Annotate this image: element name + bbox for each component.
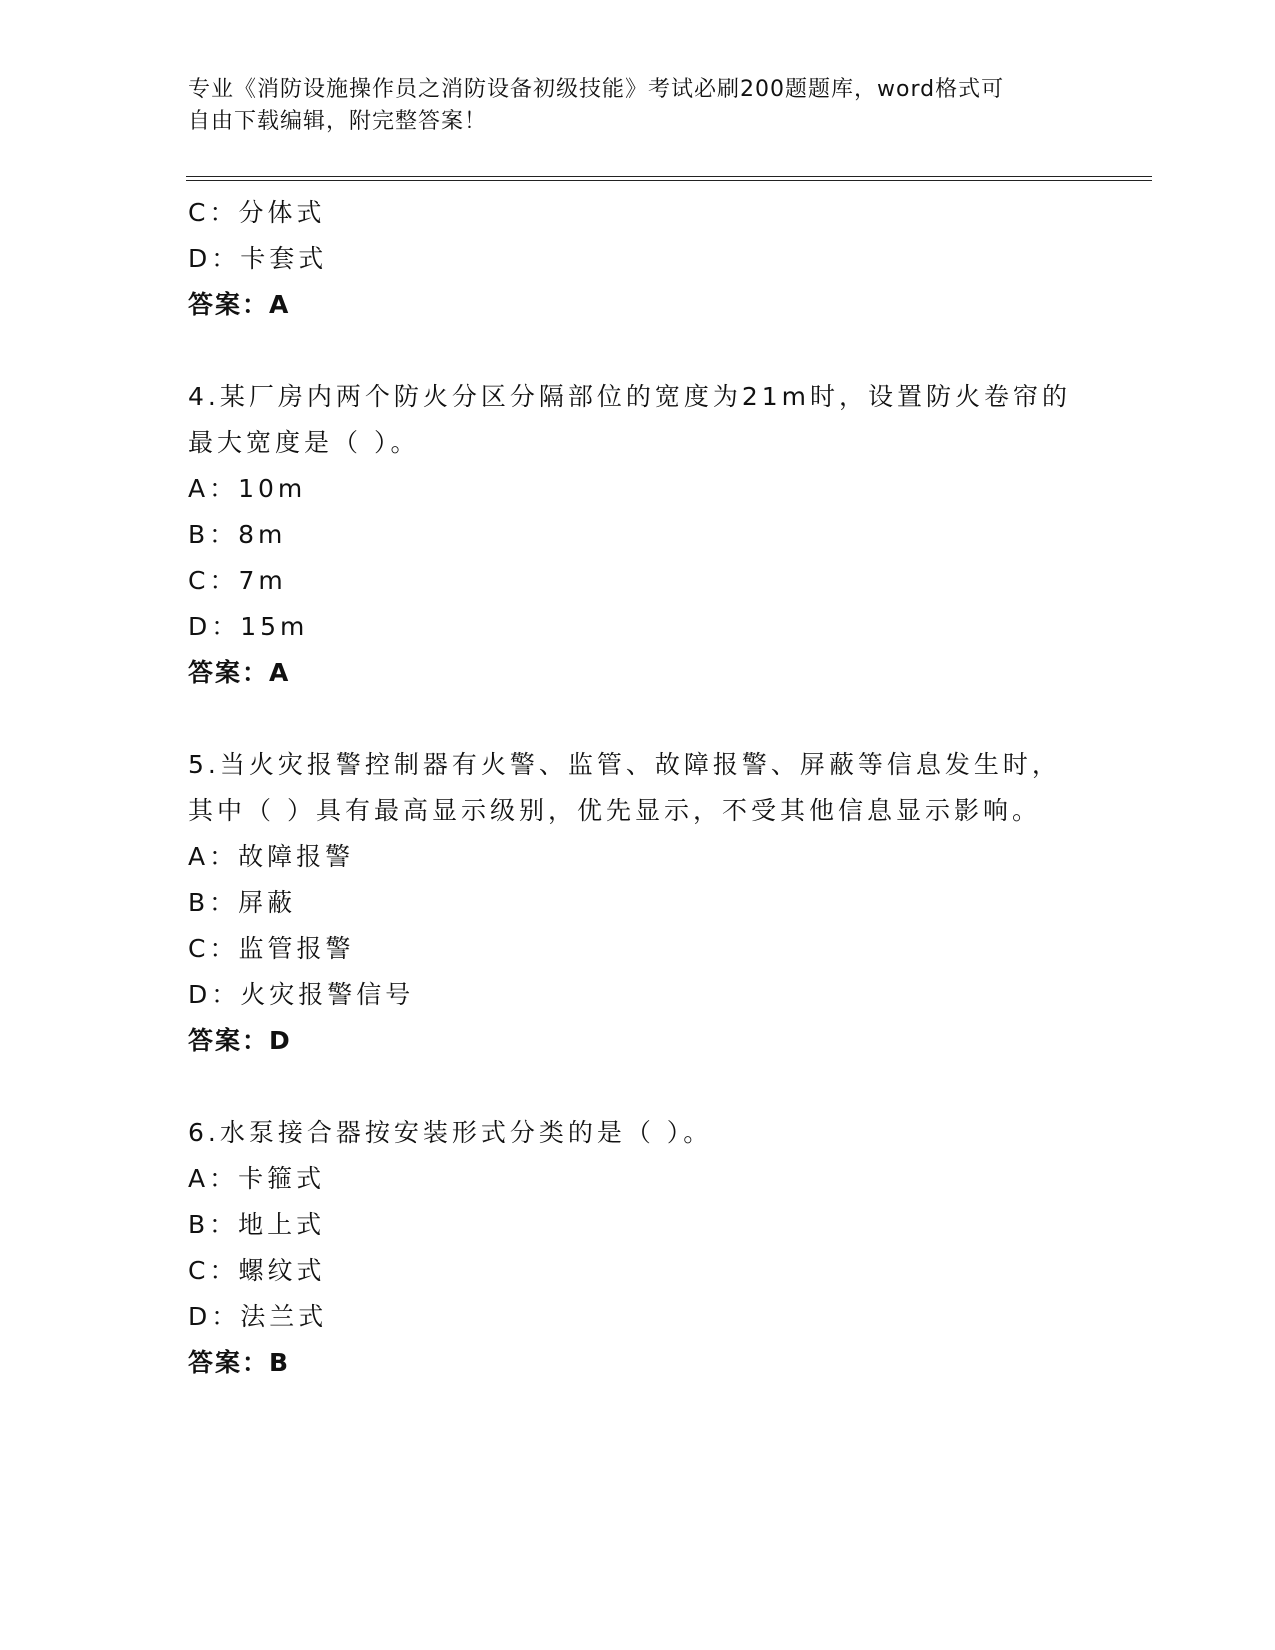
header-rule-top bbox=[186, 176, 1152, 177]
option-c: C：7m bbox=[188, 566, 287, 595]
question-text-line-1: 5.当火灾报警控制器有火警、监管、故障报警、屏蔽等信息发生时， bbox=[188, 750, 1061, 779]
page-header bbox=[188, 74, 1068, 138]
question-text-line-2: 其中（ ）具有最高显示级别，优先显示，不受其他信息显示影响。 bbox=[188, 796, 1041, 825]
answer-label: 答案：A bbox=[188, 290, 291, 319]
header-rule-bottom bbox=[186, 180, 1152, 181]
option-a: A：10m bbox=[188, 474, 307, 503]
option-c: C：监管报警 bbox=[188, 934, 355, 963]
question-text-line-1: 4.某厂房内两个防火分区分隔部位的宽度为21m时，设置防火卷帘的 bbox=[188, 382, 1072, 411]
spacer bbox=[188, 1064, 1088, 1110]
option-c: C：分体式 bbox=[188, 198, 326, 227]
option-d: D：卡套式 bbox=[188, 244, 328, 273]
option-b: B：屏蔽 bbox=[188, 888, 297, 917]
spacer bbox=[188, 696, 1088, 742]
option-d: D：法兰式 bbox=[188, 1302, 328, 1331]
question-5 bbox=[188, 742, 1088, 1064]
question-fragment bbox=[188, 190, 1088, 328]
option-a: A：故障报警 bbox=[188, 842, 355, 871]
header-line-2: 自由下载编辑，附完整答案！ bbox=[188, 109, 488, 134]
answer-label: 答案：D bbox=[188, 1026, 292, 1055]
answer-label: 答案：A bbox=[188, 658, 291, 687]
option-a: A：卡箍式 bbox=[188, 1164, 326, 1193]
option-d: D：火灾报警信号 bbox=[188, 980, 415, 1009]
question-list bbox=[188, 190, 1088, 1386]
header-line-1: 专业《消防设施操作员之消防设备初级技能》考试必刷200题题库，word格式可 bbox=[188, 77, 1005, 102]
question-text-line-2: 最大宽度是（ ）。 bbox=[188, 428, 420, 457]
question-text-line-1: 6.水泵接合器按安装形式分类的是（ ）。 bbox=[188, 1118, 713, 1147]
option-b: B：8m bbox=[188, 520, 287, 549]
spacer bbox=[188, 328, 1088, 374]
question-4 bbox=[188, 374, 1088, 696]
answer-label: 答案：B bbox=[188, 1348, 291, 1377]
question-6 bbox=[188, 1110, 1088, 1386]
option-c: C：螺纹式 bbox=[188, 1256, 326, 1285]
option-d: D：15m bbox=[188, 612, 309, 641]
option-b: B：地上式 bbox=[188, 1210, 326, 1239]
